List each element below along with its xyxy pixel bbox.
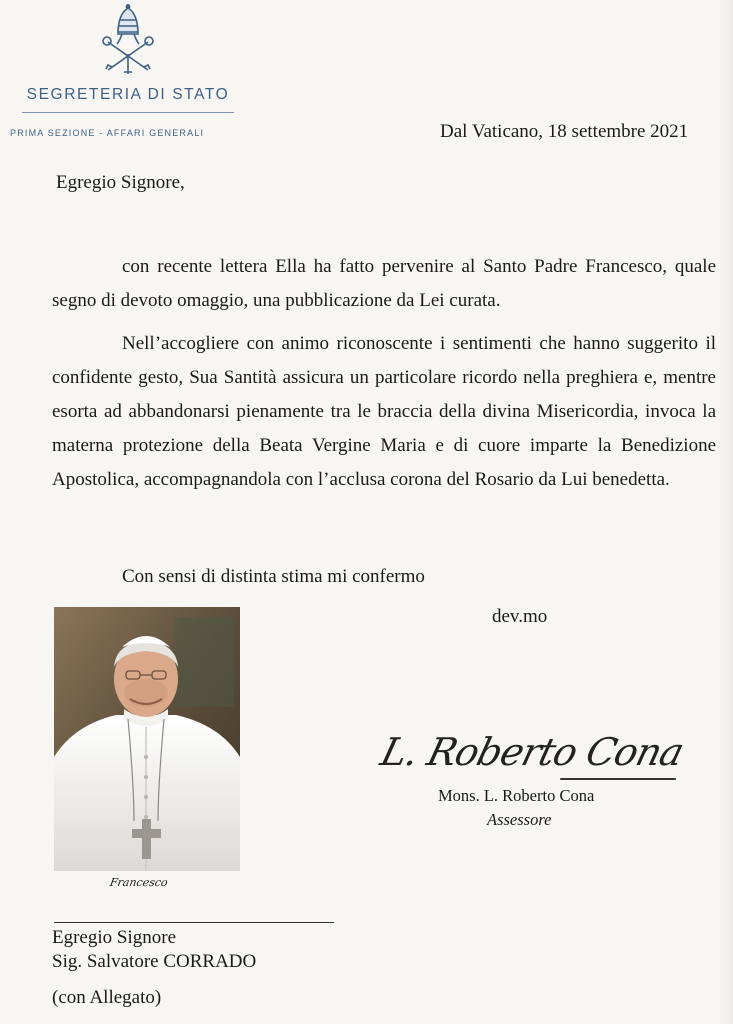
letter-body [52, 250, 716, 506]
pope-signature-caption: Francesco [108, 876, 169, 889]
signature-flourish [560, 778, 676, 780]
addressee-salutation: Egregio Signore [52, 927, 177, 948]
signer-name: Mons. L. Roberto Cona [438, 786, 595, 805]
body-paragraph: Nell’accogliere con animo riconoscente i sentimenti che hanno suggerito il confidente gesto, Sua Santità assicura un particolare ricordo nella preghiera e, mentre esorta ad abbandonarsi pienamente tra le braccia della divina Misericordia, invoca la materna protezione della Beata Vergine Maria e di cuore imparte la Benedizione Apostolica, accompagnandola con l’acclusa corona del Rosario da Lui benedetta. [52, 333, 716, 490]
papal-coat-of-arms-icon [96, 4, 160, 76]
salutation: Egregio Signore, [56, 172, 185, 193]
addressee-name: Sig. Salvatore CORRADO [52, 951, 257, 972]
enclosure-note: (con Allegato) [52, 987, 162, 1008]
page-edge-shadow [719, 0, 733, 1024]
signer-title: Assessore [487, 810, 552, 829]
organization-section: PRIMA SEZIONE - AFFARI GENERALI [10, 128, 205, 138]
body-paragraph: con recente lettera Ella ha fatto pervenire al Santo Padre Francesco, quale segno di devoto omaggio, una pubblicazione da Lei curata. [52, 256, 716, 311]
date-line: Dal Vaticano, 18 settembre 2021 [440, 121, 689, 142]
pope-photo [54, 607, 240, 871]
organization-name: SEGRETERIA DI STATO [26, 86, 230, 103]
closing-devmo: dev.mo [492, 606, 548, 627]
addressee-rule [54, 922, 334, 923]
handwritten-signature: L. Roberto Cona [376, 730, 688, 774]
closing-line: Con sensi di distinta stima mi confermo [122, 566, 425, 587]
letterhead-divider [22, 112, 234, 113]
